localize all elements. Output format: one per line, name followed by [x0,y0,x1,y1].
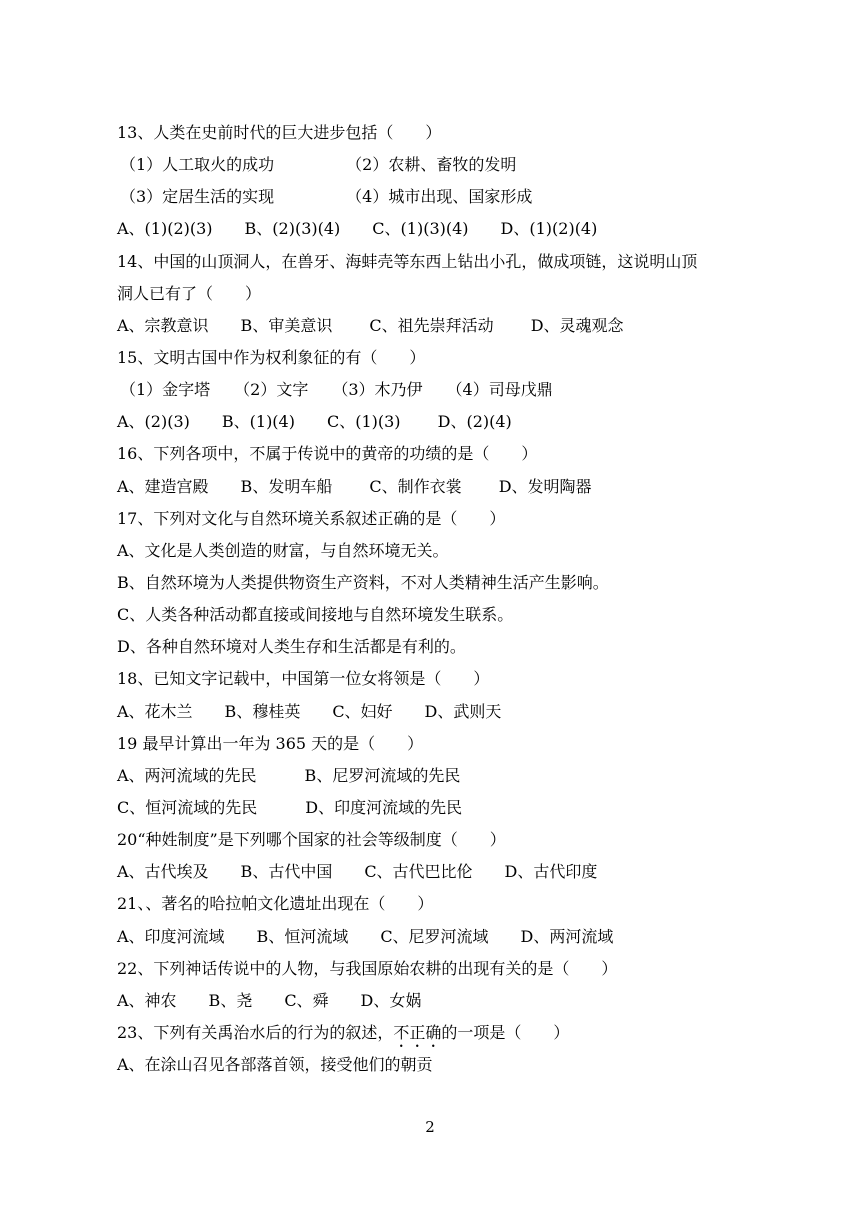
page-number: 2 [425,1118,435,1136]
q13-options: A、(1)(2)(3) B、(2)(3)(4) C、(1)(3)(4) D、(1)(2)(4) [117,219,598,238]
question-23-suffix: 的一项是（ ） [441,1023,570,1042]
question-14-line-2: 洞人已有了（ ） [117,284,262,303]
q23-option-a: A、在涂山召见各部落首领，接受他们的朝贡 [117,1055,433,1074]
q13-statements-1-2: （1）人工取火的成功 （2）农耕、畜牧的发明 [120,155,517,174]
q17-option-b: B、自然环境为人类提供物资生产资料，不对人类精神生活产生影响。 [117,573,609,592]
q22-options: A、神农 B、尧 C、舜 D、女娲 [117,991,422,1010]
q18-options: A、花木兰 B、穆桂英 C、妇好 D、武则天 [117,702,502,721]
q19-options-c-d: C、恒河流域的先民 D、印度河流域的先民 [117,798,463,817]
question-23-emphasis: 不正确 [393,1023,442,1042]
question-18: 18、已知文字记载中，中国第一位女将领是（ ） [117,669,490,688]
q13-statements-3-4: （3）定居生活的实现 （4）城市出现、国家形成 [120,187,533,206]
q14-options: A、宗教意识 B、审美意识 C、祖先崇拜活动 D、灵魂观念 [117,316,624,335]
question-14-line-1: 14、中国的山顶洞人，在兽牙、海蚌壳等东西上钻出小孔，做成项链，这说明山顶 [117,252,698,271]
q19-options-a-b: A、两河流域的先民 B、尼罗河流域的先民 [117,766,461,785]
question-23-prefix: 23、下列有关禹治水后的行为的叙述， [117,1023,394,1042]
q20-options: A、古代埃及 B、古代中国 C、古代巴比伦 D、古代印度 [117,862,598,881]
question-17: 17、下列对文化与自然环境关系叙述正确的是（ ） [117,509,506,528]
question-20: 20“种姓制度”是下列哪个国家的社会等级制度（ ） [117,830,506,849]
q17-option-a: A、文化是人类创造的财富，与自然环境无关。 [117,541,449,560]
q17-option-d: D、各种自然环境对人类生存和生活都是有利的。 [117,637,466,656]
q15-options: A、(2)(3) B、(1)(4) C、(1)(3) D、(2)(4) [117,412,512,431]
question-22: 22、下列神话传说中的人物，与我国原始农耕的出现有关的是（ ） [117,959,618,978]
question-15: 15、文明古国中作为权利象征的有（ ） [117,348,426,367]
question-13: 13、人类在史前时代的巨大进步包括（ ） [117,123,442,142]
q16-options: A、建造宫殿 B、发明车船 C、制作衣裳 D、发明陶器 [117,477,592,496]
question-21: 21、、著名的哈拉帕文化遗址出现在（ ） [117,894,434,913]
question-16: 16、下列各项中，不属于传说中的黄帝的功绩的是（ ） [117,444,538,463]
question-19: 19 最早计算出一年为 365 天的是（ ） [117,734,424,753]
question-23 [117,1022,760,1051]
q17-option-c: C、人类各种活动都直接或间接地与自然环境发生联系。 [117,605,514,624]
q15-statements: （1）金字塔 （2）文字 （3）木乃伊 （4）司母戊鼎 [120,380,553,399]
q21-options: A、印度河流域 B、恒河流域 C、尼罗河流域 D、两河流域 [117,927,614,946]
